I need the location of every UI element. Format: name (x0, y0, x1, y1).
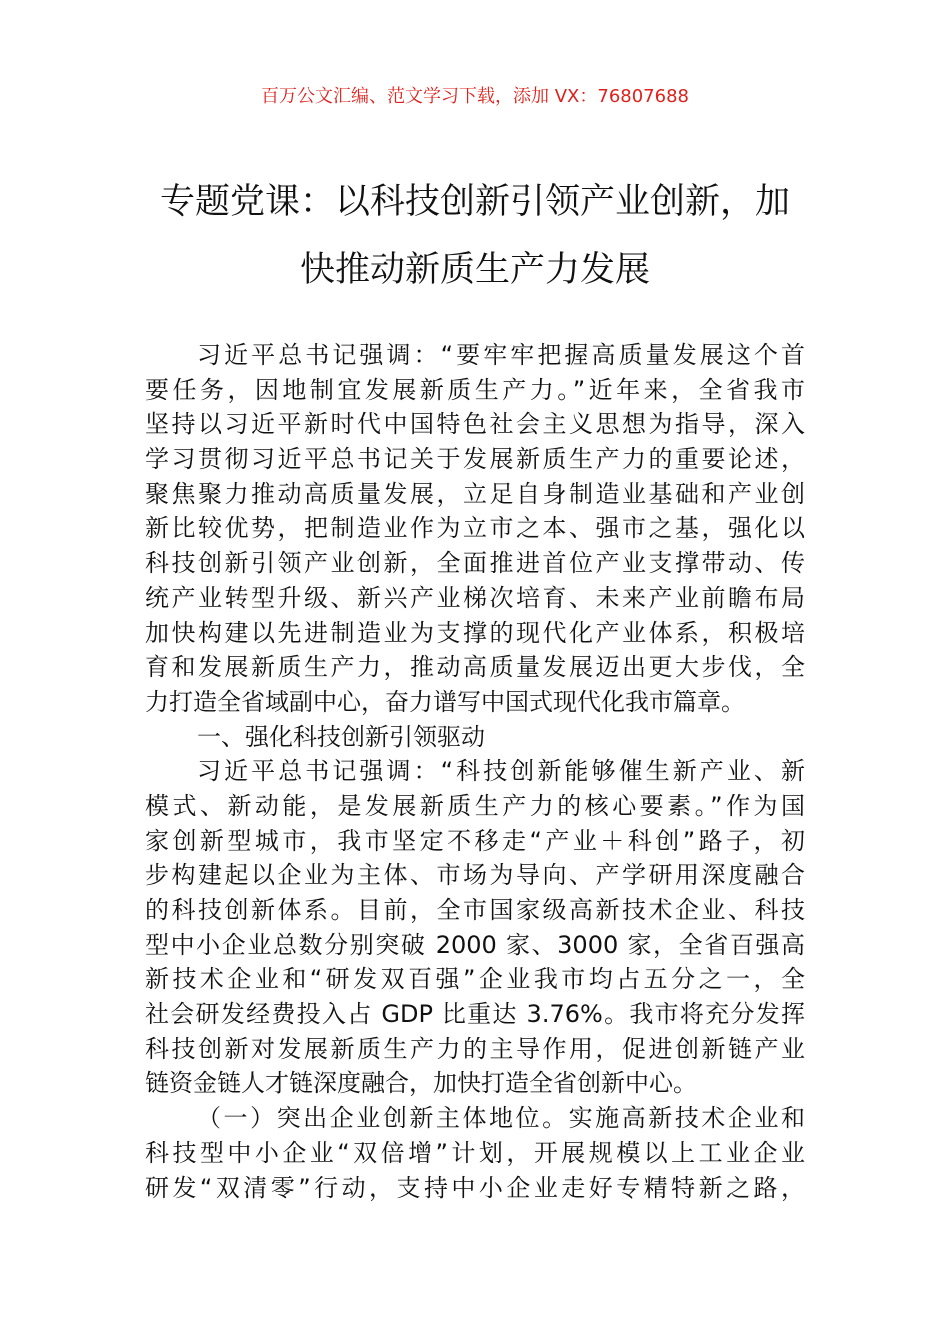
text-line: 步构建起以企业为主体、市场为导向、产学研用深度融合 (145, 861, 805, 890)
text-line: 聚焦聚力推动高质量发展，立足自身制造业基础和产业创 (145, 479, 805, 508)
watermark-header: 百万公文汇编、范文学习下载，添加 VX：76807688 (261, 86, 689, 107)
text-line: 的科技创新体系。目前，全市国家级高新技术企业、科技 (145, 896, 805, 924)
document-title-line-1: 专题党课：以科技创新引领产业创新，加 (159, 182, 790, 222)
text-line: （一）突出企业创新主体地位。实施高新技术企业和 (197, 1104, 805, 1133)
text-line: 习近平总书记强调：“科技创新能够催生新产业、新 (197, 757, 805, 786)
document-title-line-2: 快推动新质生产力发展 (299, 250, 650, 290)
text-line: 研发“双清零”行动，支持中小企业走好专精特新之路， (145, 1173, 805, 1202)
text-line: 统产业转型升级、新兴产业梯次培育、未来产业前瞻布局 (145, 583, 805, 612)
text-line: 模式、新动能，是发展新质生产力的核心要素。”作为国 (145, 791, 805, 820)
paragraph (145, 338, 805, 720)
text-line: 科技型中小企业“双倍增”计划，开展规模以上工业企业 (145, 1138, 805, 1167)
document-body (145, 338, 805, 1205)
text-line: 学习贯彻习近平总书记关于发展新质生产力的重要论述， (145, 445, 805, 474)
text-line: 习近平总书记强调：“要牢牢把握高质量发展这个首 (197, 341, 805, 369)
paragraph (145, 754, 805, 1101)
text-line: 新比较优势，把制造业作为立市之本、强市之基，强化以 (145, 514, 805, 543)
text-line: 科技创新对发展新质生产力的主导作用，促进创新链产业 (145, 1034, 805, 1063)
section-heading (145, 720, 805, 755)
text-line: 坚持以习近平新时代中国特色社会主义思想为指导，深入 (145, 410, 805, 439)
text-line: 家创新型城市，我市坚定不移走“产业＋科创”路子，初 (145, 826, 805, 855)
text-line: 一、强化科技创新引领驱动 (197, 722, 485, 751)
text-line: 加快构建以先进制造业为支撑的现代化产业体系，积极培 (145, 618, 805, 647)
text-line: 社会研发经费投入占 GDP 比重达 3.76%。我市将充分发挥 (145, 1000, 805, 1029)
paragraph (145, 1101, 805, 1205)
text-line: 要任务，因地制宜发展新质生产力。”近年来，全省我市 (145, 375, 805, 404)
text-line: 链资金链人才链深度融合，加快打造全省创新中心。 (145, 1069, 697, 1098)
text-line: 新技术企业和“研发双百强”企业我市均占五分之一，全 (145, 965, 805, 994)
text-line: 力打造全省域副中心，奋力谱写中国式现代化我市篇章。 (145, 687, 745, 716)
text-line: 型中小企业总数分别突破 2000 家、3000 家，全省百强高 (145, 930, 805, 959)
text-line: 育和发展新质生产力，推动高质量发展迈出更大步伐，全 (145, 653, 805, 682)
text-line: 科技创新引领产业创新，全面推进首位产业支撑带动、传 (145, 549, 805, 578)
